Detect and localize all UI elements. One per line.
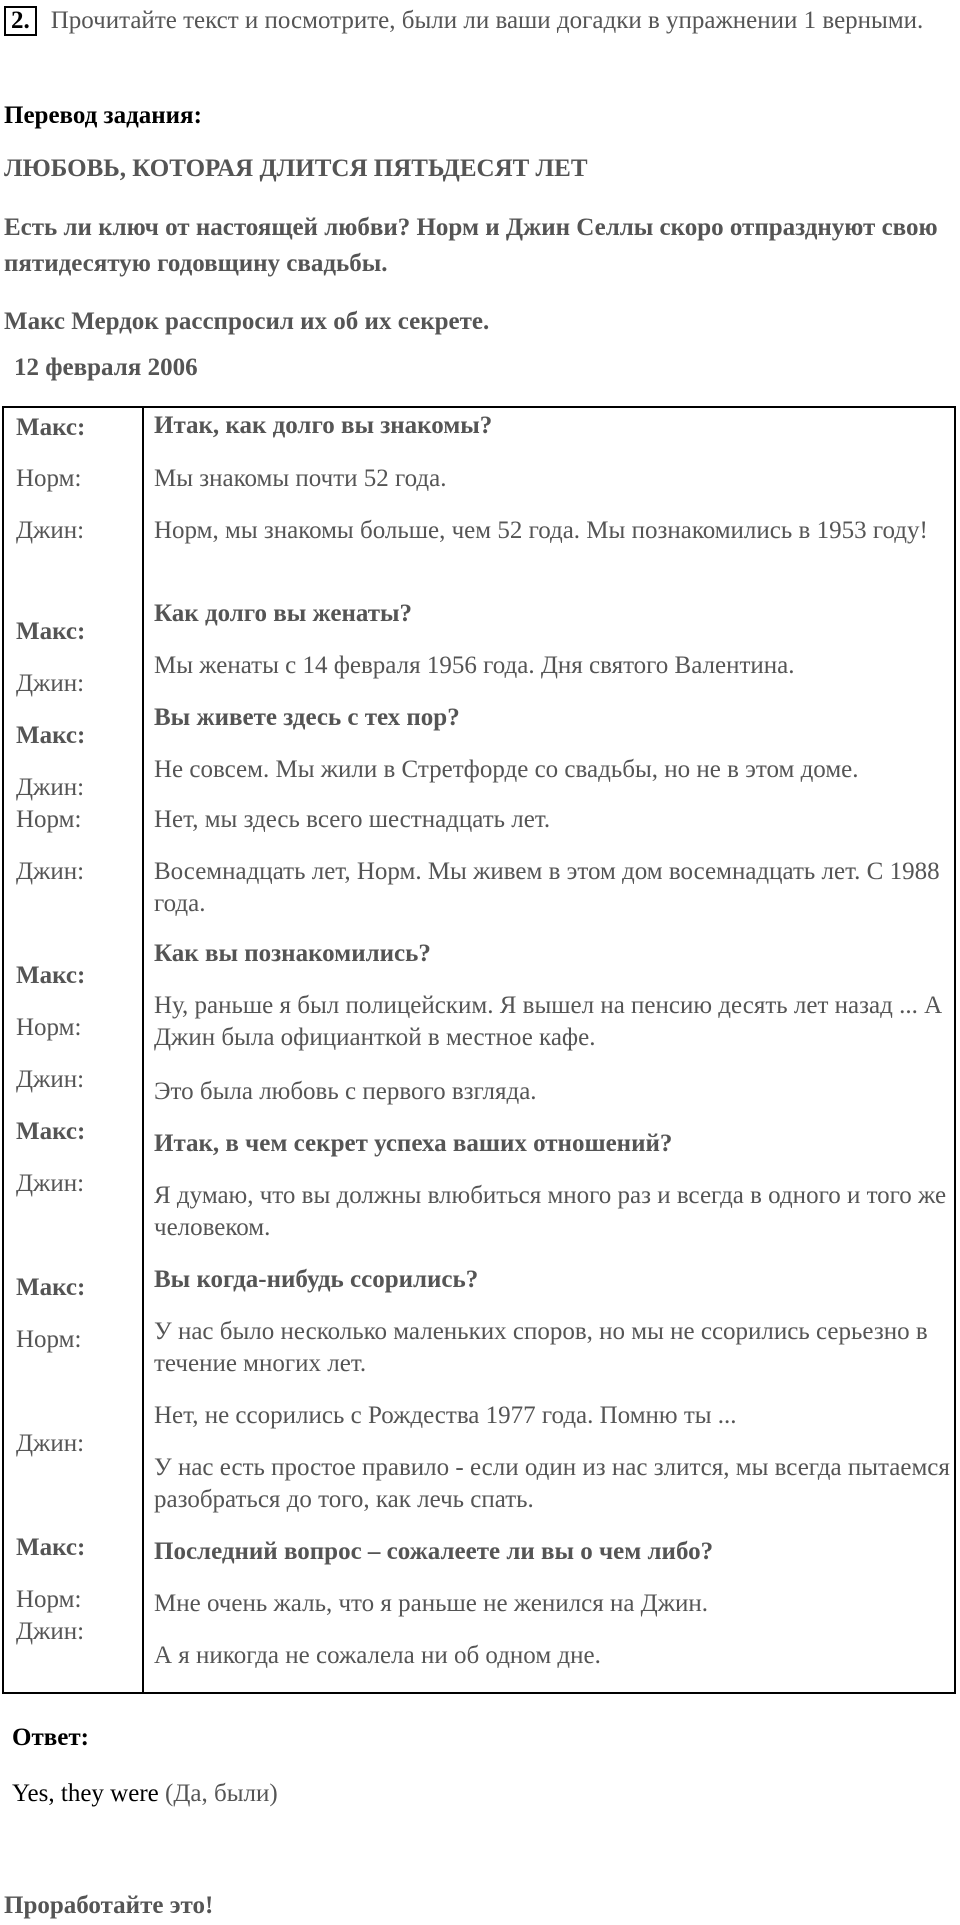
task-text: Прочитайте текст и посмотрите, были ли ваши догадки в упражнении 1 верными.	[50, 7, 924, 34]
dialog-line: Мы знакомы почти 52 года.	[154, 465, 447, 492]
dialog-line: Как долго вы женаты?	[154, 600, 412, 627]
speaker-label: Макс:	[16, 722, 86, 749]
interview-table	[2, 406, 956, 1694]
dialog-line: Как вы познакомились?	[154, 940, 431, 967]
task-statement	[4, 4, 954, 38]
footer-heading: Проработайте это!	[4, 1892, 214, 1919]
dialog-line: Вы живете здесь с тех пор?	[154, 704, 460, 731]
dialog-line: Мы женаты с 14 февраля 1956 года. Дня святого Валентина.	[154, 652, 795, 679]
dialog-line: Восемнадцать лет, Норм. Мы живем в этом дом восемнадцать лет. С 1988 года.	[154, 858, 940, 917]
speaker-label: Норм:	[16, 806, 82, 833]
speaker-label: Джин:	[16, 517, 85, 544]
answer-russian: (Да, были)	[165, 1780, 278, 1807]
speaker-label: Джин:	[16, 670, 85, 697]
speaker-label: Джин:	[16, 1618, 85, 1645]
speaker-label: Макс:	[16, 1118, 86, 1145]
speaker-label: Джин:	[16, 1170, 85, 1197]
answer-label: Ответ:	[12, 1724, 89, 1751]
speaker-label: Макс:	[16, 1534, 86, 1561]
dialog-line: Нет, мы здесь всего шестнадцать лет.	[154, 806, 551, 833]
dialog-line: Я думаю, что вы должны влюбиться много раз и всегда в одного и того же человеком.	[154, 1182, 947, 1241]
dialog-line: Вы когда-нибудь ссорились?	[154, 1266, 479, 1293]
speaker-label: Джин:	[16, 774, 85, 801]
dialog-line: Это была любовь с первого взгляда.	[154, 1078, 537, 1105]
speaker-label: Макс:	[16, 414, 86, 441]
dialog-line: Мне очень жаль, что я раньше не женился на Джин.	[154, 1590, 709, 1617]
dialog-line: А я никогда не сожалела ни об одном дне.	[154, 1642, 601, 1669]
speaker-label: Норм:	[16, 1014, 82, 1041]
dialog-line: У нас было несколько маленьких споров, но мы не ссорились серьезно в течение многих лет.	[154, 1318, 928, 1377]
dialog-line: Последний вопрос – сожалеете ли вы о чем либо?	[154, 1538, 714, 1565]
speaker-label: Макс:	[16, 618, 86, 645]
speaker-label: Джин:	[16, 1430, 85, 1457]
dialog-line: Итак, в чем секрет успеха ваших отношений?	[154, 1130, 673, 1157]
dialog-line: Итак, как долго вы знакомы?	[154, 412, 493, 439]
dialog-line: Не совсем. Мы жили в Стретфорде со свадьбы, но не в этом доме.	[154, 756, 859, 783]
dialog-line: Норм, мы знакомы больше, чем 52 года. Мы познакомились в 1953 году!	[154, 517, 928, 544]
article-byline: Макс Мердок расспросил их об их секрете.	[4, 308, 490, 335]
speaker-label: Норм:	[16, 1326, 82, 1353]
article-date: 12 февраля 2006	[14, 354, 198, 381]
task-number: 2.	[4, 6, 37, 36]
speaker-label: Норм:	[16, 465, 82, 492]
dialog-line: Нет, не ссорились с Рождества 1977 года. Помню ты ...	[154, 1402, 737, 1429]
speaker-label: Макс:	[16, 1274, 86, 1301]
article-title: ЛЮБОВЬ, КОТОРАЯ ДЛИТСЯ ПЯТЬДЕСЯТ ЛЕТ	[4, 155, 588, 182]
speaker-label: Джин:	[16, 858, 85, 885]
speaker-label: Джин:	[16, 1066, 85, 1093]
column-divider	[142, 408, 144, 1692]
translation-heading: Перевод задания:	[4, 102, 202, 129]
answer-text	[12, 1776, 278, 1812]
speaker-label: Норм:	[16, 1586, 82, 1613]
dialog-line: У нас есть простое правило - если один из нас злится, мы всегда пытаемся разобраться до того, как лечь спать.	[154, 1454, 950, 1513]
article-lead: Есть ли ключ от настоящей любви? Норм и Джин Селлы скоро отпразднуют свою пятидесятую годовщину свадьбы.	[4, 214, 938, 277]
speaker-label: Макс:	[16, 962, 86, 989]
answer-english: Yes, they were	[12, 1780, 159, 1807]
dialog-line: Ну, раньше я был полицейским. Я вышел на пенсию десять лет назад ... А Джин была официанткой в местное кафе.	[154, 992, 943, 1051]
